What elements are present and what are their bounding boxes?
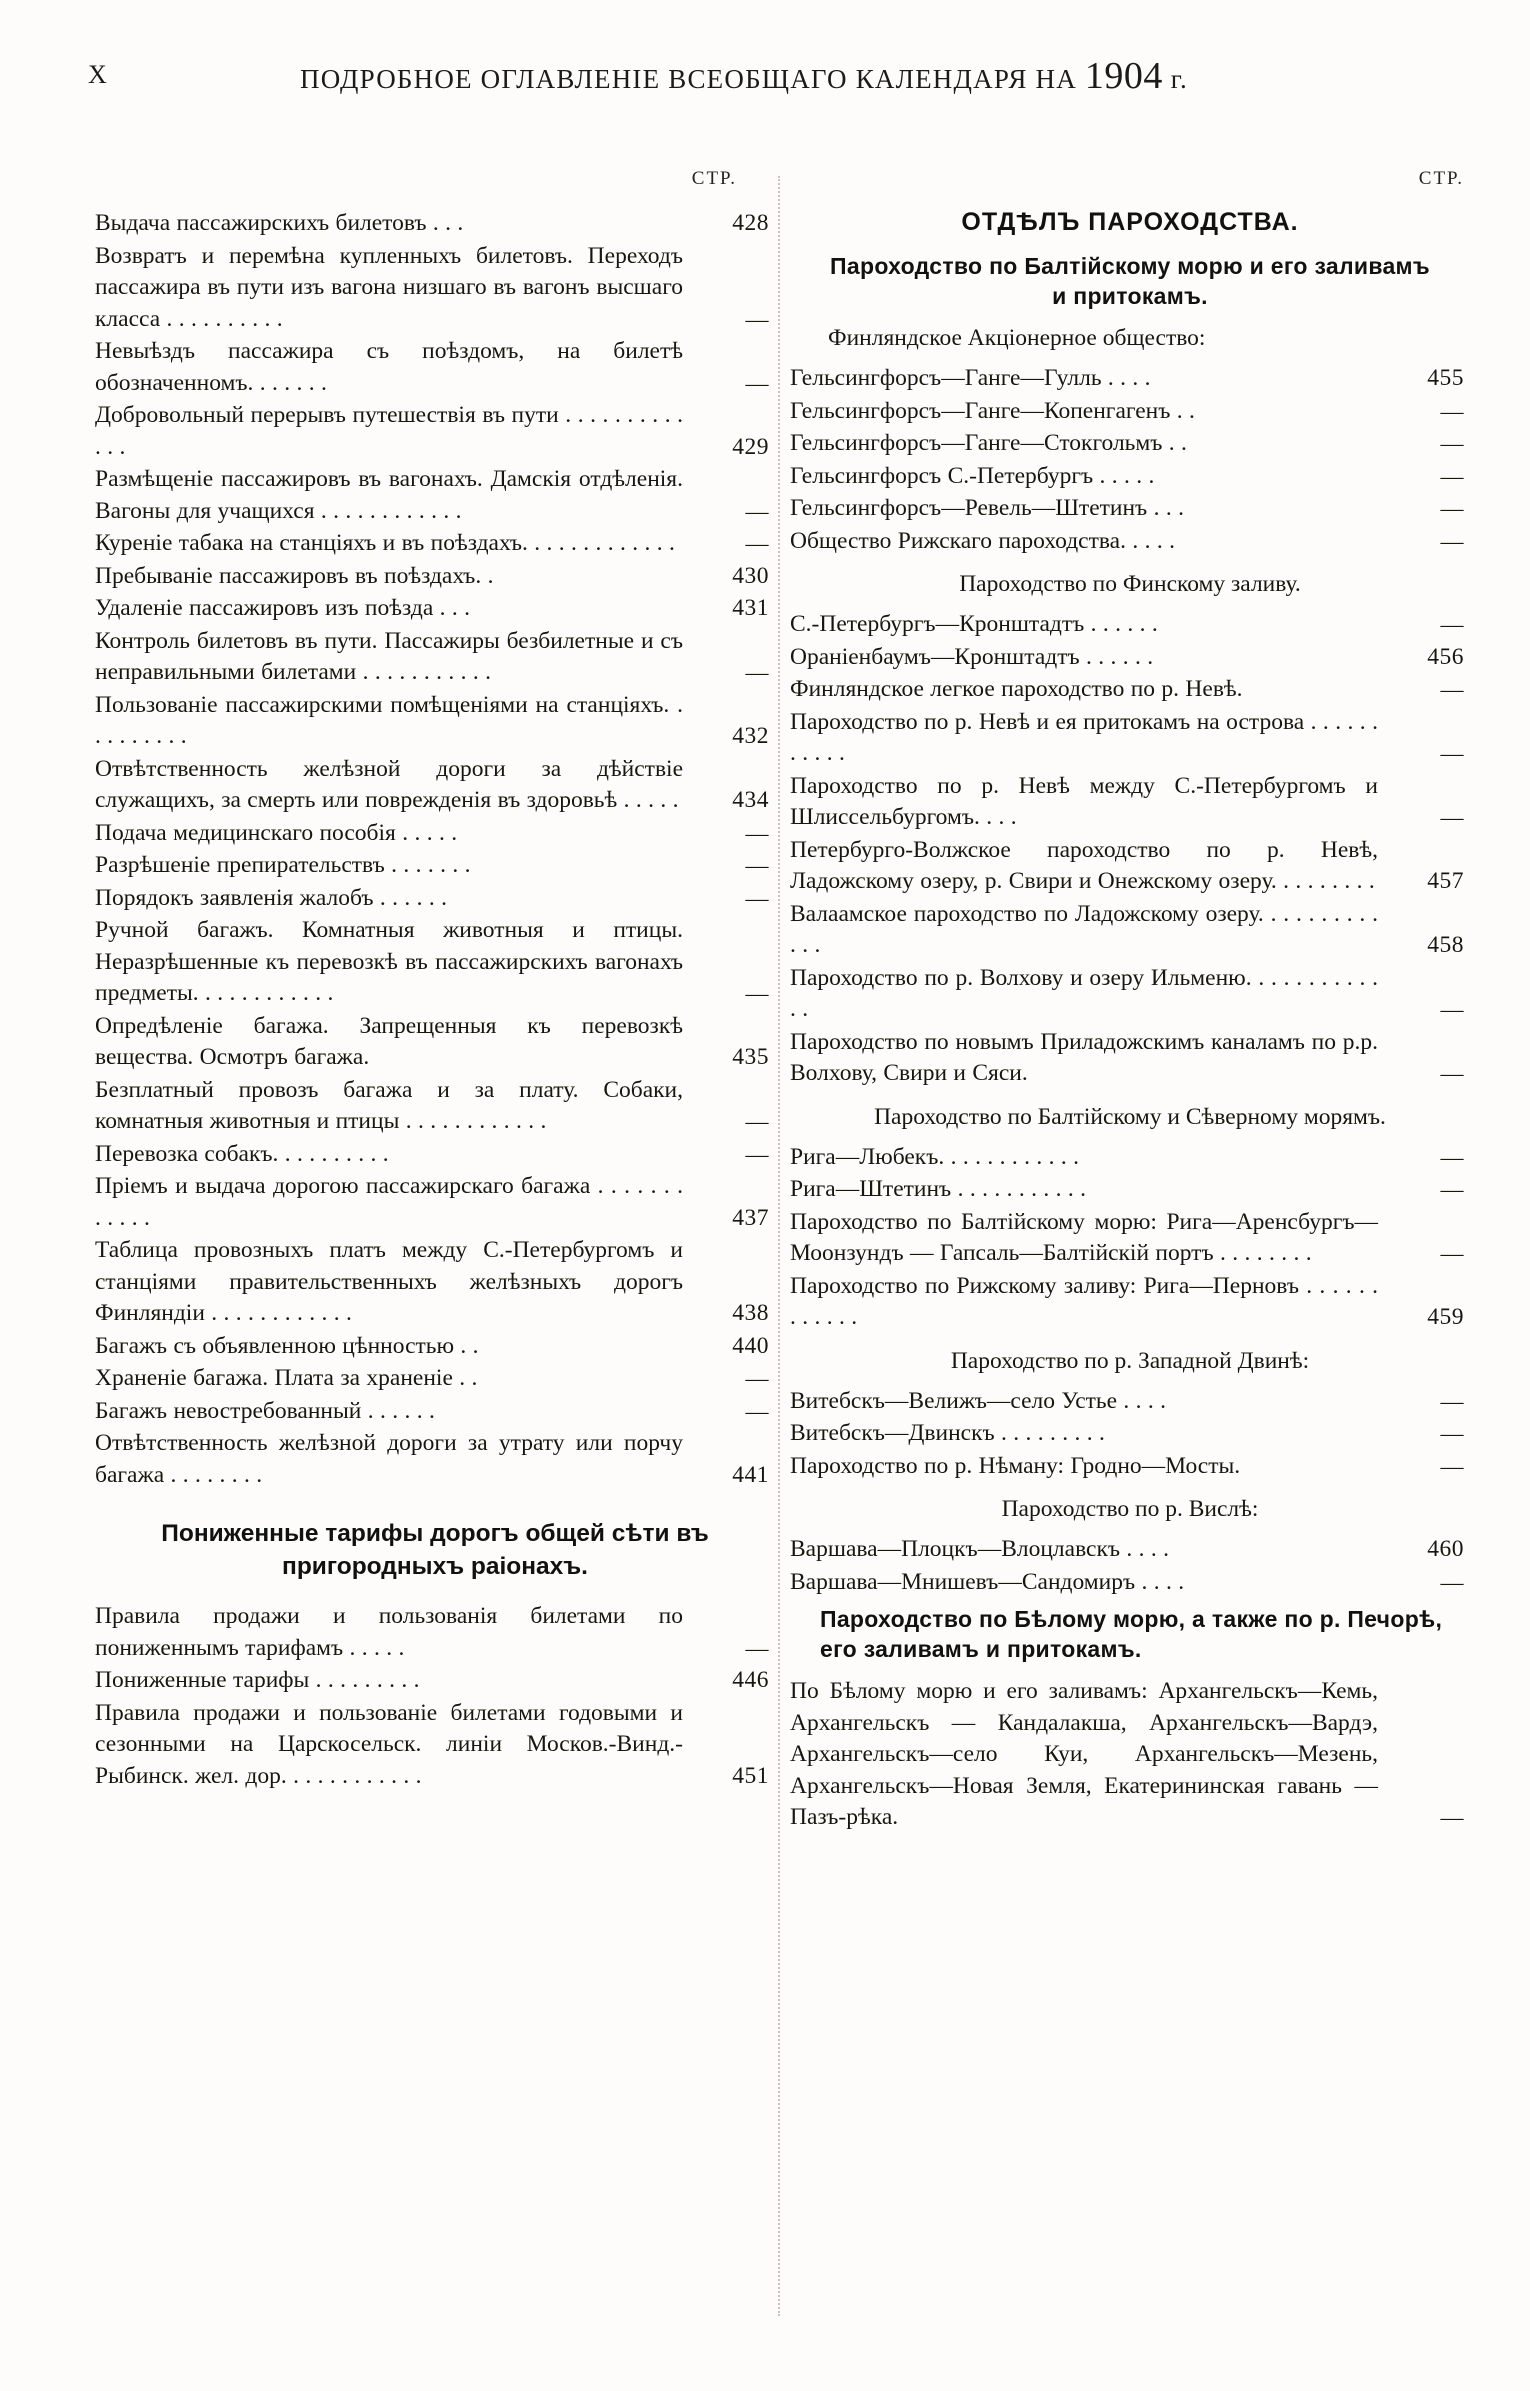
toc-entry-page-number: 437 xyxy=(732,1204,769,1231)
toc-entry-title: Возвратъ и перемѣна купленныхъ билетовъ. Переходъ пассажира въ пути изъ вагона низшаго въ вагонъ высшаго класса . . . . . . . . . . xyxy=(95,242,683,332)
toc-entry-title: Варшава—Мнишевъ—Сандомиръ . . . . xyxy=(790,1568,1185,1595)
toc-entry[interactable] xyxy=(790,428,1470,460)
toc-entry[interactable] xyxy=(95,464,775,527)
toc-entry-page-number: — xyxy=(745,660,769,685)
toc-entry-page-number: — xyxy=(745,853,769,878)
toc-entry-title: Отвѣтственность желѣзной дороги за дѣйствіе служащихъ, за смерть или поврежденія въ здоровьѣ . . . . . xyxy=(95,755,683,813)
toc-entry[interactable] xyxy=(790,835,1470,898)
toc-entry[interactable] xyxy=(95,1171,775,1234)
toc-entry-page-number: — xyxy=(745,498,769,524)
header-title-text: ПОДРОБНОЕ ОГЛАВЛЕНІЕ ВСЕОБЩАГО КАЛЕНДАРЯ НА xyxy=(300,64,1085,94)
vistula-entry-list xyxy=(790,1534,1470,1598)
toc-entry[interactable] xyxy=(790,1142,1470,1174)
white-sea-heading: Пароходство по Бѣлому морю, а также по р. Печорѣ, его заливамъ и притокамъ. xyxy=(820,1606,1443,1662)
toc-entry-page-number: — xyxy=(1440,1388,1464,1414)
toc-entry[interactable] xyxy=(95,1428,775,1491)
toc-entry-title: Удаленіе пассажировъ изъ поѣзда . . . xyxy=(95,595,471,621)
toc-entry-title: Куреніе табака на станціяхъ и въ поѣздахъ. . . . . . . . . . . . . xyxy=(95,530,675,556)
toc-entry-title: Невыѣздъ пассажира съ поѣздомъ, на билетѣ обозначенномъ. . . . . . . xyxy=(95,338,683,396)
finnish-gulf-label: Пароходство по Финскому заливу. xyxy=(959,571,1301,597)
toc-entry[interactable] xyxy=(790,396,1470,428)
toc-entry-page-number: — xyxy=(1440,1061,1464,1086)
baltic-subsection-heading: Пароходство по Балтійскому морю и его заливамъ и притокамъ. xyxy=(830,253,1430,309)
toc-entry-title: Финляндское легкое пароходство по р. Невѣ. xyxy=(790,676,1243,702)
toc-entry-title: Пароходство по Балтійскому морю: Рига—Аренсбургъ—Моонзундъ — Гапсаль—Балтійскій портъ . . . . . . . . xyxy=(790,1208,1378,1266)
toc-entry-title: Пріемъ и выдача дорогою пассажирскаго багажа . . . . . . . . . . . . xyxy=(95,1173,683,1231)
toc-entry-title: Таблица провозныхъ платъ между С.-Петербургомъ и станціями правительственныхъ желѣзныхъ дорогъ Финляндіи . . . . . . . . . . . . xyxy=(95,1237,683,1326)
toc-entry-page-number: — xyxy=(745,820,769,846)
toc-entry[interactable] xyxy=(790,1534,1470,1566)
toc-entry-title: Размѣщеніе пассажировъ въ вагонахъ. Дамскія отдѣленія. Вагоны для учащихся . . . . . . . . . . . . xyxy=(95,466,683,524)
toc-entry[interactable] xyxy=(95,818,775,850)
toc-entry-title: Варшава—Плоцкъ—Влоцлавскъ . . . . xyxy=(790,1536,1170,1562)
toc-entry-page-number: 459 xyxy=(1427,1304,1464,1330)
toc-entry[interactable] xyxy=(790,771,1470,834)
finnish-company-label: Финляндское Акціонерное общество: xyxy=(828,325,1206,351)
baltic-north-entry-list xyxy=(790,1142,1470,1334)
toc-entry[interactable] xyxy=(95,528,775,560)
toc-entry[interactable] xyxy=(790,461,1470,493)
toc-entry-title: Подача медицинскаго пособія . . . . . xyxy=(95,819,458,846)
toc-entry-page-number: — xyxy=(1440,1177,1464,1202)
toc-entry[interactable] xyxy=(95,1331,775,1363)
toc-entry[interactable] xyxy=(790,707,1470,770)
toc-entry-page-number: — xyxy=(745,1141,769,1167)
steamship-section-heading: ОТДѢЛЪ ПАРОХОДСТВА. xyxy=(961,208,1299,236)
toc-entry-page-number: — xyxy=(1440,431,1464,456)
toc-entry-title: Пароходство по р. Невѣ между С.-Петербургомъ и Шлиссельбургомъ. . . . xyxy=(790,772,1378,830)
toc-entry[interactable] xyxy=(790,1567,1470,1599)
left-column-page-label: СТР. xyxy=(691,168,737,189)
toc-entry-title: Опредѣленіе багажа. Запрещенныя къ перевозкѣ вещества. Осмотръ багажа. xyxy=(95,1012,683,1070)
toc-entry-page-number: — xyxy=(1440,805,1464,830)
toc-entry-title: Пароходство по новымъ Приладожскимъ каналамъ по р.р. Волхову, Свири и Сяси. xyxy=(790,1028,1378,1086)
toc-entry-page-number: — xyxy=(1440,1453,1464,1479)
toc-entry[interactable] xyxy=(95,561,775,593)
toc-entry-page-number: 429 xyxy=(732,433,769,460)
toc-entry-page-number: 432 xyxy=(732,723,769,749)
toc-entry-title: Гельсингфорсъ С.-Петербургъ . . . . . xyxy=(790,462,1155,489)
toc-entry-page-number: — xyxy=(1440,398,1464,424)
header-title-year: 1904 xyxy=(1084,55,1163,97)
toc-entry-title: Гельсингфорсъ—Ганге—Копенгагенъ . . xyxy=(790,397,1195,424)
toc-entry-page-number: 455 xyxy=(1427,365,1464,391)
tariff-entry-list xyxy=(95,1601,775,1792)
toc-entry[interactable] xyxy=(790,642,1470,674)
toc-entry-page-number: 431 xyxy=(732,595,769,621)
toc-entry-page-number: 440 xyxy=(732,1332,769,1359)
baltic-north-label: Пароходство по Балтійскому и Сѣверному морямъ. xyxy=(874,1103,1386,1130)
toc-entry-title: Выдача пассажирскихъ билетовъ . . . xyxy=(95,210,464,236)
toc-entry[interactable] xyxy=(95,690,775,753)
toc-entry-page-number: — xyxy=(1440,496,1464,521)
toc-entry-title: Рига—Штетинъ . . . . . . . . . . . xyxy=(790,1176,1086,1202)
toc-entry-title: Пребываніе пассажировъ въ поѣздахъ. . xyxy=(95,562,494,589)
toc-entry-title: Порядокъ заявленія жалобъ . . . . . . xyxy=(95,884,448,911)
toc-entry[interactable] xyxy=(95,1011,775,1074)
toc-entry-title: Общество Рижскаго пароходства. . . . . xyxy=(790,527,1175,554)
toc-entry-title: Правила продажи и пользованія билетами по пониженнымъ тарифамъ . . . . . xyxy=(95,1603,683,1661)
toc-entry-page-number: 428 xyxy=(732,210,769,236)
toc-entry-page-number: — xyxy=(1440,1569,1464,1595)
toc-entry-page-number: — xyxy=(745,885,769,911)
finnish-gulf-entry-list xyxy=(790,609,1470,1090)
toc-entry[interactable] xyxy=(95,1139,775,1171)
tariff-section-heading: Пониженные тарифы дорогъ общей сѣти въ пригородныхъ раіонахъ. xyxy=(161,1520,709,1580)
toc-entry-title: Пониженные тарифы . . . . . . . . . xyxy=(95,1667,420,1693)
toc-entry[interactable] xyxy=(95,336,775,399)
toc-entry-page-number: — xyxy=(1440,612,1464,637)
toc-entry[interactable] xyxy=(790,1386,1470,1418)
toc-entry[interactable] xyxy=(95,1698,775,1793)
western-dvina-entry-list xyxy=(790,1386,1470,1483)
left-column xyxy=(95,168,775,1793)
toc-entry[interactable] xyxy=(790,1451,1470,1483)
toc-entry-title: Контроль билетовъ въ пути. Пассажиры безбилетные и съ неправильными билетами . . . . . . . . . . . xyxy=(95,627,683,685)
page-header-title xyxy=(300,54,1300,98)
toc-entry-page-number: — xyxy=(745,981,769,1006)
page-folio: X xyxy=(88,60,108,89)
toc-entry[interactable] xyxy=(95,1235,775,1330)
toc-entry-title: С.-Петербургъ—Кронштадтъ . . . . . . xyxy=(790,611,1158,637)
toc-entry-title: Багажъ невостребованный . . . . . . xyxy=(95,1397,435,1424)
toc-entry-title: Гельсингфорсъ—Ганге—Гулль . . . . xyxy=(790,365,1151,391)
toc-entry-page-number: 430 xyxy=(732,562,769,589)
toc-entry[interactable] xyxy=(95,626,775,689)
left-entry-list xyxy=(95,208,775,1491)
toc-entry-page-number: — xyxy=(1440,997,1464,1022)
toc-entry-page-number: 458 xyxy=(1427,932,1464,958)
toc-entry-title: Правила продажи и пользованіе билетами годовыми и сезонными на Царскосельск. линіи Москов.-Винд.-Рыбинск. жел. дор. . . . . . . . . . . . xyxy=(95,1699,683,1789)
toc-entry-title: Витебскъ—Велижъ—село Устье . . . . xyxy=(790,1387,1167,1414)
white-sea-entry-list xyxy=(790,1676,1470,1834)
toc-entry-title: Отвѣтственность желѣзной дороги за утрату или порчу багажа . . . . . . . . xyxy=(95,1430,683,1488)
toc-entry-title: Ручной багажъ. Комнатныя животныя и птицы. Неразрѣшенные къ перевозкѣ въ пассажирскихъ вагонахъ предметы. . . . . . . . . . . . xyxy=(95,917,683,1006)
toc-entry-title: Перевозка собакъ. . . . . . . . . . xyxy=(95,1140,389,1167)
toc-entry-title: Пользованіе пассажирскими помѣщеніями на станціяхъ. . . . . . . . . . xyxy=(95,691,683,749)
toc-entry-page-number: — xyxy=(745,370,769,396)
toc-entry[interactable] xyxy=(790,1174,1470,1206)
western-dvina-label: Пароходство по р. Западной Двинѣ: xyxy=(950,1347,1310,1374)
toc-entry[interactable] xyxy=(790,1676,1470,1834)
toc-entry-page-number: 456 xyxy=(1427,643,1464,670)
toc-entry-title: Оранiенбаумъ—Кронштадтъ . . . . . . xyxy=(790,643,1154,670)
toc-entry[interactable] xyxy=(95,400,775,463)
toc-entry-title: Витебскъ—Двинскъ . . . . . . . . . xyxy=(790,1420,1105,1446)
toc-entry-page-number: — xyxy=(1440,528,1464,554)
toc-entry[interactable] xyxy=(95,208,775,240)
toc-entry[interactable] xyxy=(95,883,775,915)
toc-entry-page-number: — xyxy=(745,531,769,556)
toc-entry-title: Храненіе багажа. Плата за храненіе . . xyxy=(95,1365,478,1391)
toc-entry-page-number: — xyxy=(1440,1421,1464,1446)
toc-entry-title: Пароходство по р. Волхову и озеру Ильменю. . . . . . . . . . . . . xyxy=(790,964,1378,1022)
toc-entry-title: По Бѣлому морю и его заливамъ: Архангельскъ—Кемь, Архангельскъ — Кандалакша, Архангельскъ—Вардэ, Архангельскъ—село Куи, Архангельскъ—Мезень, Архангельскъ—Новая Земля, Екатерининская гавань — Пазъ-рѣка. xyxy=(790,1678,1378,1830)
toc-entry-title: Багажъ съ объявленною цѣнностью . . xyxy=(95,1332,479,1359)
toc-entry-page-number: 460 xyxy=(1427,1536,1464,1562)
toc-entry-title: Петербурго-Волжское пароходство по р. Невѣ, Ладожскому озеру, р. Свири и Онежскому озеру. . . . . . . . . xyxy=(790,836,1378,894)
toc-entry[interactable] xyxy=(790,674,1470,706)
toc-entry[interactable] xyxy=(790,526,1470,558)
toc-entry[interactable] xyxy=(95,850,775,882)
toc-entry-page-number: — xyxy=(1440,1805,1464,1830)
toc-entry-page-number: 451 xyxy=(732,1762,769,1789)
toc-entry-page-number: 446 xyxy=(732,1667,769,1693)
toc-entry[interactable] xyxy=(790,1271,1470,1334)
finnish-company-entry-list xyxy=(790,363,1470,557)
toc-entry-page-number: — xyxy=(745,1635,769,1661)
toc-entry[interactable] xyxy=(95,915,775,1010)
toc-entry-page-number: — xyxy=(1440,463,1464,489)
right-column xyxy=(790,168,1470,1835)
right-column-page-label: СТР. xyxy=(1418,168,1464,189)
toc-entry[interactable] xyxy=(95,1075,775,1138)
toc-entry[interactable] xyxy=(790,899,1470,962)
toc-entry[interactable] xyxy=(95,1396,775,1428)
toc-entry-title: Рига—Любекъ. . . . . . . . . . . . xyxy=(790,1143,1079,1170)
toc-entry-page-number: — xyxy=(1440,1144,1464,1170)
toc-entry[interactable] xyxy=(790,1027,1470,1090)
toc-entry[interactable] xyxy=(790,609,1470,641)
toc-entry[interactable] xyxy=(95,1363,775,1395)
toc-entry-page-number: 438 xyxy=(732,1300,769,1326)
toc-entry[interactable] xyxy=(790,363,1470,395)
toc-entry[interactable] xyxy=(95,593,775,625)
toc-entry-title: Добровольный перерывъ путешествія въ пути . . . . . . . . . . . . . xyxy=(95,402,683,460)
toc-entry-title: Пароходство по р. Невѣ и ея притокамъ на острова . . . . . . . . . . . xyxy=(790,708,1378,766)
toc-entry-title: Гельсингфорсъ—Ганге—Стокгольмъ . . xyxy=(790,430,1187,456)
toc-entry[interactable] xyxy=(790,1418,1470,1450)
toc-entry-title: Безплатный провозъ багажа и за плату. Собаки, комнатныя животныя и птицы . . . . . . . . . . . . xyxy=(95,1076,683,1134)
toc-entry-title: Пароходство по р. Нѣману: Гродно—Мосты. xyxy=(790,1452,1241,1479)
toc-entry-page-number: 457 xyxy=(1427,868,1464,894)
toc-entry[interactable] xyxy=(790,1207,1470,1270)
toc-entry-page-number: — xyxy=(1440,677,1464,702)
toc-entry[interactable] xyxy=(95,1665,775,1697)
toc-entry[interactable] xyxy=(95,754,775,817)
toc-entry-page-number: — xyxy=(1440,741,1464,766)
toc-entry-title: Пароходство по Рижскому заливу: Рига—Перновъ . . . . . . . . . . . . xyxy=(790,1272,1378,1330)
toc-entry-page-number: — xyxy=(745,1109,769,1134)
header-title-suffix: г. xyxy=(1162,64,1188,94)
column-divider xyxy=(778,176,782,2316)
toc-entry-page-number: 435 xyxy=(732,1044,769,1070)
toc-entry[interactable] xyxy=(790,963,1470,1026)
toc-entry-page-number: — xyxy=(1440,1241,1464,1266)
toc-entry-page-number: — xyxy=(745,1398,769,1424)
toc-entry-title: Гельсингфорсъ—Ревель—Штетинъ . . . xyxy=(790,495,1184,521)
toc-entry[interactable] xyxy=(790,493,1470,525)
toc-entry[interactable] xyxy=(95,241,775,336)
toc-entry[interactable] xyxy=(95,1601,775,1664)
toc-entry-page-number: — xyxy=(745,306,769,332)
vistula-label: Пароходство по р. Вислѣ: xyxy=(1001,1496,1259,1522)
toc-entry-title: Валаамское пароходство по Ладожскому озеру. . . . . . . . . . . . . xyxy=(790,900,1378,958)
toc-entry-page-number: 434 xyxy=(732,787,769,813)
toc-entry-page-number: 441 xyxy=(732,1461,769,1488)
toc-entry-title: Разрѣшеніе препирательствъ . . . . . . . xyxy=(95,852,471,878)
toc-entry-page-number: — xyxy=(745,1366,769,1391)
